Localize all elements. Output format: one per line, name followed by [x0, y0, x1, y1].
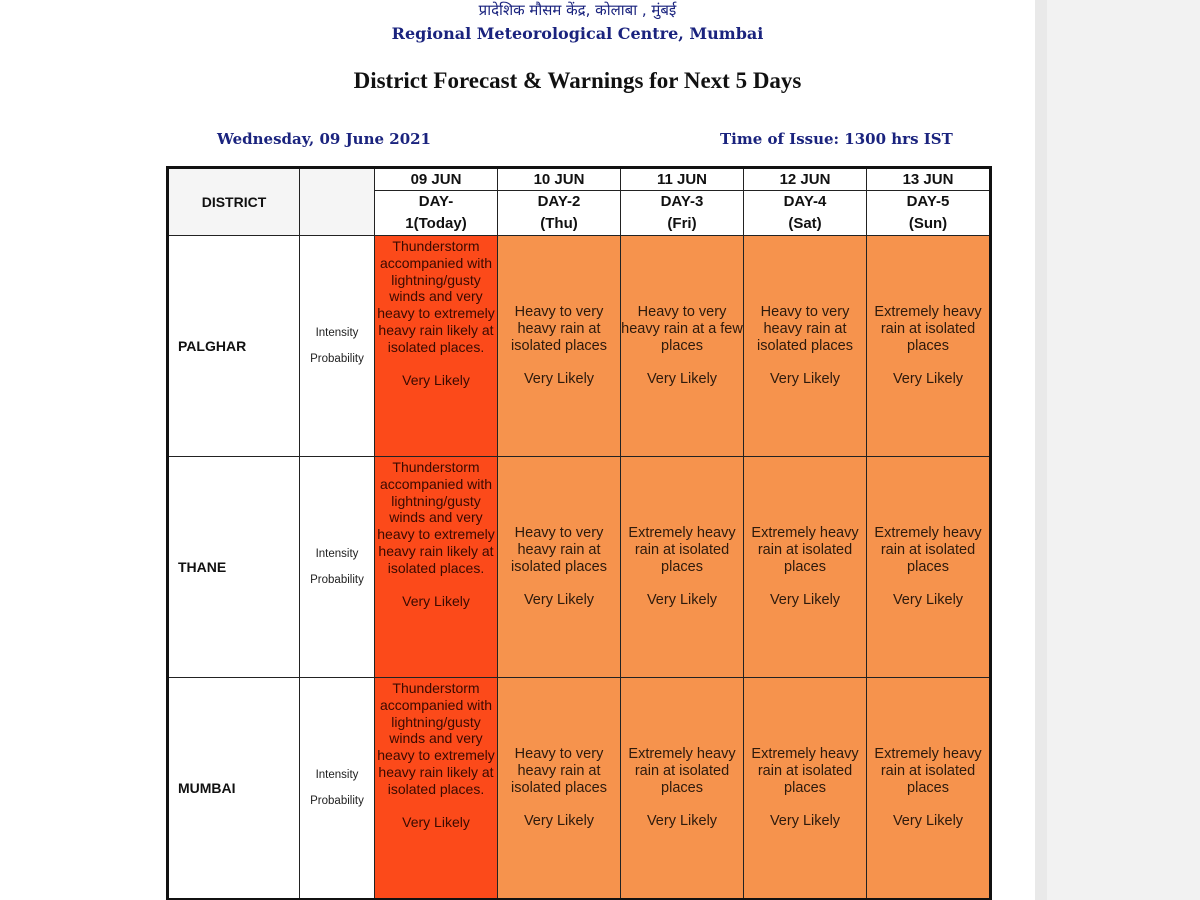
probability-value: Very Likely [646, 813, 718, 829]
day-date-header: 11 JUN [621, 168, 744, 191]
param-labels [300, 457, 375, 678]
day-label-line2: (Thu) [540, 215, 578, 232]
day-label-header [621, 191, 744, 236]
org-name: Regional Meteorological Centre, Mumbai [391, 24, 764, 43]
probability-value: Very Likely [402, 813, 470, 830]
probability-value: Very Likely [769, 592, 841, 608]
probability-label: Probability [310, 574, 364, 586]
probability-value: Very Likely [769, 371, 841, 387]
day-date-header: 13 JUN [867, 168, 991, 191]
table-header-row-dates [168, 168, 991, 191]
day-label-line1: DAY-4 [783, 193, 827, 210]
day-label-line1: DAY-2 [537, 193, 581, 210]
intensity-label: Intensity [315, 548, 359, 560]
day-label-header [744, 191, 867, 236]
forecast-cell-orange [744, 236, 867, 457]
forecast-text: Extremely heavy rain at isolated places [628, 746, 736, 796]
param-labels [300, 236, 375, 457]
forecast-text: Extremely heavy rain at isolated places [874, 525, 982, 575]
forecast-cell-orange [621, 678, 744, 900]
forecast-cell-orange [867, 236, 991, 457]
forecast-cell-orange [498, 457, 621, 678]
district-name: THANE [168, 457, 300, 678]
forecast-text: Heavy to very heavy rain at isolated places [511, 746, 607, 796]
day-date-header: 12 JUN [744, 168, 867, 191]
forecast-text: Thunderstorm accompanied with lightning/gusty winds and very heavy to extremely heavy rain likely at isolated places. [377, 459, 495, 576]
district-name: PALGHAR [168, 236, 300, 457]
forecast-cell-orange [621, 236, 744, 457]
forecast-cell-red [375, 236, 498, 457]
probability-label: Probability [310, 353, 364, 365]
day-label-line2: (Sat) [788, 215, 822, 232]
day-label-line2: (Fri) [667, 215, 697, 232]
day-label-header [867, 191, 991, 236]
forecast-cell-orange [621, 457, 744, 678]
issue-date: Wednesday, 09 June 2021 [217, 130, 431, 148]
day-label-header [375, 191, 498, 236]
probability-value: Very Likely [523, 592, 595, 608]
probability-value: Very Likely [646, 371, 718, 387]
day-label-line2: 1(Today) [405, 215, 467, 232]
forecast-cell-orange [744, 678, 867, 900]
forecast-text: Heavy to very heavy rain at a few places [621, 304, 743, 354]
probability-value: Very Likely [769, 813, 841, 829]
table-row [168, 457, 991, 678]
forecast-cell-red [375, 457, 498, 678]
probability-value: Very Likely [523, 813, 595, 829]
day-label-line1: DAY-3 [660, 193, 704, 210]
forecast-text: Extremely heavy rain at isolated places [874, 304, 982, 354]
time-of-issue: Time of Issue: 1300 hrs IST [720, 130, 953, 148]
probability-value: Very Likely [523, 371, 595, 387]
day-date-header: 10 JUN [498, 168, 621, 191]
forecast-text: Extremely heavy rain at isolated places [751, 746, 859, 796]
probability-value: Very Likely [892, 813, 964, 829]
table-row [168, 236, 991, 457]
table-row [168, 678, 991, 900]
day-date-header: 09 JUN [375, 168, 498, 191]
forecast-cell-orange [867, 457, 991, 678]
intensity-label: Intensity [315, 327, 359, 339]
forecast-text: Extremely heavy rain at isolated places [751, 525, 859, 575]
forecast-text: Extremely heavy rain at isolated places [628, 525, 736, 575]
forecast-cell-orange [498, 236, 621, 457]
probability-value: Very Likely [892, 592, 964, 608]
viewer-background-strip [1035, 0, 1047, 900]
probability-value: Very Likely [402, 592, 470, 609]
forecast-text: Heavy to very heavy rain at isolated places [511, 304, 607, 354]
forecast-cell-orange [867, 678, 991, 900]
hindi-org-title: प्रादेशिक मौसम केंद्र, कोलाबा , मुंबई [478, 1, 677, 19]
forecast-cell-red [375, 678, 498, 900]
probability-value: Very Likely [646, 592, 718, 608]
forecast-text: Heavy to very heavy rain at isolated places [511, 525, 607, 575]
forecast-text: Thunderstorm accompanied with lightning/gusty winds and very heavy to extremely heavy rain likely at isolated places. [377, 238, 495, 355]
forecast-table [166, 166, 992, 900]
day-label-line2: (Sun) [908, 215, 948, 232]
param-column-header [300, 168, 375, 236]
day-label-header [498, 191, 621, 236]
probability-label: Probability [310, 795, 364, 807]
forecast-text: Heavy to very heavy rain at isolated places [757, 304, 853, 354]
document-title: District Forecast & Warnings for Next 5 Days [353, 68, 802, 93]
forecast-text: Thunderstorm accompanied with lightning/gusty winds and very heavy to extremely heavy rain likely at isolated places. [377, 680, 495, 797]
forecast-text: Extremely heavy rain at isolated places [874, 746, 982, 796]
probability-value: Very Likely [402, 371, 470, 388]
day-label-line1: DAY-5 [906, 193, 950, 210]
intensity-label: Intensity [315, 769, 359, 781]
forecast-cell-orange [498, 678, 621, 900]
forecast-cell-orange [744, 457, 867, 678]
district-name: MUMBAI [168, 678, 300, 900]
probability-value: Very Likely [892, 371, 964, 387]
param-labels [300, 678, 375, 900]
day-label-line1: DAY- [418, 193, 454, 210]
district-column-header: DISTRICT [168, 168, 300, 236]
